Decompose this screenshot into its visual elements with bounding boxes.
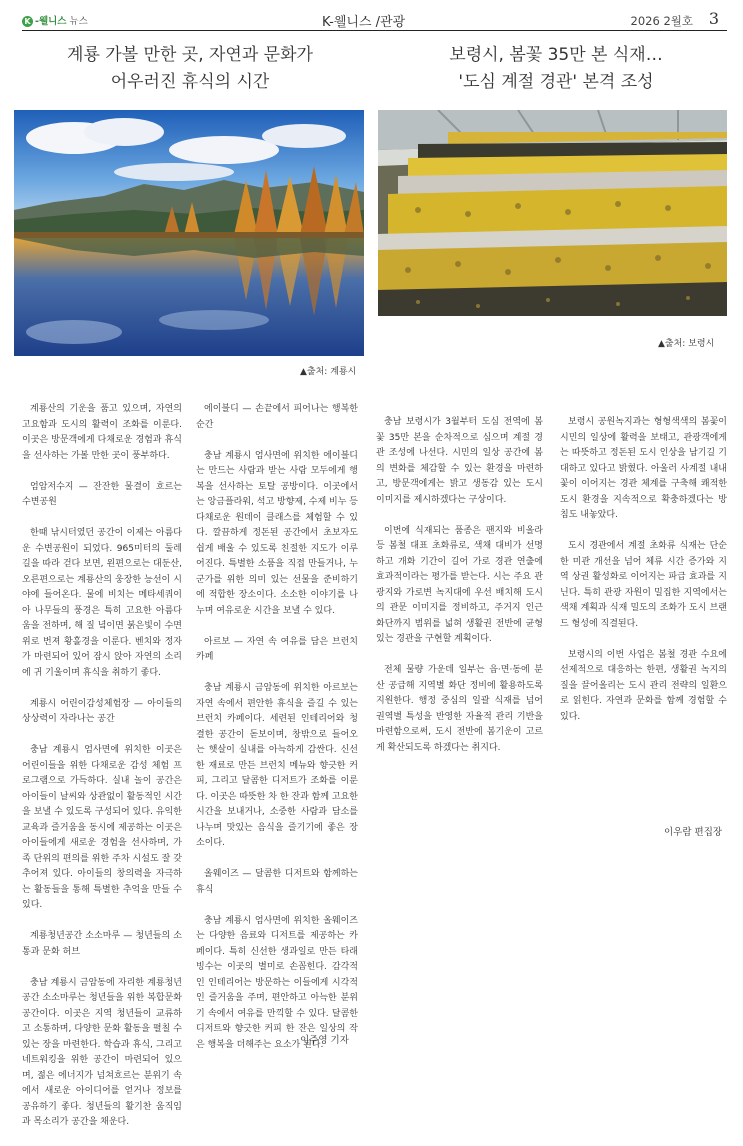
right-article-title [380, 42, 732, 96]
left-article-column-2 [196, 402, 358, 1069]
left-title-line1: 계룡 가볼 만한 곳, 자연과 문화가 [67, 45, 313, 65]
paragraph: 충남 보령시가 3월부터 도심 전역에 봄꽃 35만 본을 순차적으로 심으며 계절 경관 조성에 나선다. 시민의 일상 공간에 봄의 변화를 체감할 수 있는 환경을 마련하고, 방문객에게는 밝고 생동감 있는 도시 이미지를 제시하겠다는 구상이다. [376, 417, 543, 505]
left-title-line2: 어우러진 휴식의 시간 [110, 72, 270, 92]
right-title-line1: 보령시, 봄꽃 35만 본 식재… [449, 45, 663, 65]
flower-beds-photo [378, 110, 727, 316]
issue-date: 2026 2월호 [630, 14, 693, 28]
paragraph: 도시 경관에서 계절 초화류 식재는 단순한 미관 개선을 넘어 체류 시간 증가와 지역 상권 활성화로 이어지는 파급 효과를 지닌다. 특히 관광 자원이 밀집한 지역에서는 색채 계획과 식재 밀도의 조화가 도시 브랜드 형성에 직결된다. [560, 541, 727, 629]
paragraph: 이번에 식재되는 품종은 팬지와 비올라 등 봄철 대표 초화류로, 색채 대비가 선명하고 개화 기간이 길어 가로 경관 연출에 효과적이라는 평가를 받는다. 시는 주요 관광지와 가로변 녹지대에 우선 배치해 도시의 관문 이미지를 정비하고, 주거지 인근 화단까지 범위를 넓혀 생활권 전반에 균형 있는 경관을 구현할 계획이다. [376, 525, 543, 644]
paragraph: 계룡산의 기운을 품고 있으며, 자연의 고요함과 도시의 활력이 조화를 이룬다. 이곳은 방문객에게 다채로운 경험과 휴식을 선사하는 가볼 만한 곳이 풍부하다. [22, 404, 182, 461]
right-article-column-2 [560, 415, 727, 741]
paragraph: 충남 계룡시 엄사면에 위치한 올웨이즈는 다양한 음료와 디저트를 제공하는 카페이다. 특히 신선한 생과일로 만든 타래 빙수는 이곳의 별미로 손꼽힌다. 감각적인 인테리어는 방문하는 이들에게 시각적인 즐거움을 주며, 편안하고 아늑한 분위기 속에서 여유를 만끽할 수 있다. 달콤한 디저트와 향긋한 커피 한 잔은 일상의 작은 행복을 더해주는 요소가 된다. [196, 915, 358, 1050]
publication-logo [22, 13, 88, 27]
paragraph: 보령시의 이번 사업은 봄철 경관 수요에 선제적으로 대응하는 한편, 생활권 녹지의 질을 끌어올리는 도시 관리 전략의 일환으로 읽힌다. 자연과 문화를 함께 경험할 수 있다. [560, 649, 727, 722]
paragraph: 충남 계룡시 금암동에 위치한 아르보는 자연 속에서 편안한 휴식을 즐길 수 있는 브런치 카페이다. 세련된 인테리어와 청결한 공간이 돋보이며, 창밖으로 들어오는 햇살이 실내를 아늑하게 감싼다. 신선한 재료로 만든 브런치 메뉴와 향긋한 커피, 그리고 달콤한 디저트가 조화를 이룬다. 이곳은 따뜻한 차 한 잔과 함께 고요한 시간을 보내거나, 소중한 사람과 담소를 나누며 맛있는 음식을 즐기기에 좋은 장소이다. [196, 683, 358, 848]
paragraph: 전체 물량 가운데 일부는 읍·면·동에 분산 공급해 지역별 화단 정비에 활용하도록 지원한다. 행정 중심의 일괄 식재를 넘어 권역별 특성을 반영한 자율적 관리 기반을 마련함으로써, 도시 전반에 봄기운이 고르게 확산되도록 하겠다는 취지다. [376, 665, 543, 753]
right-title-line2: '도심 계절 경관' 본격 조성 [458, 72, 654, 92]
logo-text: -웰니스 [35, 16, 67, 27]
subheading: 엄암저수지 — 잔잔한 물결이 흐르는 수변공원 [22, 481, 182, 507]
right-article-column-1 [376, 415, 543, 772]
logo-mark: K [22, 16, 33, 27]
page-number: 3 [708, 9, 719, 28]
paragraph: 한때 낚시터였던 공간이 이제는 아름다운 수변공원이 되었다. 965미터의 둘레길을 따라 걷다 보면, 왼편으로는 대둔산, 오른편으로는 계룡산의 웅장한 능선이 시야에 들어온다. 물에 비치는 메타세쿼이아 나무들의 풍경은 특히 고요한 아름다움을 전하며, 해 질 녘이면 붉은빛이 수면 위로 번져 황홀경을 이룬다. 벤치와 정자가 마련되어 있어 잠시 앉아 자연의 소리에 귀 기울이며 휴식을 취하기 좋다. [22, 528, 182, 678]
subheading: 올웨이즈 — 달콤한 디저트와 함께하는 휴식 [196, 869, 358, 895]
paragraph: 충남 계룡시 금암동에 자리한 계룡청년공간 소소마루는 청년들을 위한 복합문화공간이다. 이곳은 지역 청년들이 교류하고 소통하며, 다양한 문화 활동을 펼칠 수 있는 장을 마련한다. 학습과 휴식, 그리고 네트워킹을 위한 공간이 마련되어 있으며, 젊은 에너지가 넘쳐흐르는 분위기 속에서 새로운 아이디어를 얻거나 정보를 공유하기 좋다. 청년들의 활기찬 움직임과 목소리가 공간을 채운다. [22, 977, 182, 1127]
page-header [22, 9, 727, 31]
paragraph: 보령시 공원녹지과는 형형색색의 봄꽃이 시민의 일상에 활력을 보태고, 관광객에게는 따뜻하고 정돈된 도시 인상을 남기길 기대하고 있다고 밝혔다. 아울러 사계절 내내 꽃이 이어지는 경관 체계를 구축해 쾌적한 도시 환경을 지속적으로 확충하겠다는 방침도 내놓았다. [560, 417, 727, 520]
paragraph: 충남 계룡시 엄사면에 위치한 이곳은 어린이들을 위한 다채로운 감성 체험 프로그램으로 가득하다. 실내 놀이 공간은 아이들이 날씨와 상관없이 활동적인 시간을 보낼 수 있도록 구성되어 있다. 유익한 교육과 즐거움을 동시에 제공하는 이곳은 아이들에게 새로운 경험을 선사하며, 가족 단위의 편의를 위한 주차 시설도 잘 갖추어져 있다. 아이들의 창의력을 자극하는 활동들을 통해 특별한 추억을 만들 수 있다. [22, 745, 182, 910]
paragraph: 충남 계룡시 엄사면에 위치한 에이블디는 만드는 사람과 받는 사람 모두에게 행복을 선사하는 토탈 공방이다. 이곳에서는 앙금플라워, 석고 방향제, 수제 비누 등 다채로운 원데이 클래스를 체험할 수 있다. 깔끔하게 정돈된 공간에서 초보자도 쉽게 배울 수 있도록 친절한 지도가 이루어진다. 특별한 소품을 직접 만들거나, 누군가를 위한 의미 있는 선물을 준비하기에 적합한 장소이다. 소소한 이야기를 나누며 여유로운 시간을 보낼 수 있다. [196, 450, 358, 616]
section-title: K-웰니스 /관광 [322, 15, 406, 30]
header-rule [22, 30, 727, 31]
subheading: 계룡시 어린이감성체험장 — 아이들의 상상력이 자라나는 공간 [22, 698, 182, 724]
left-article-column-1 [22, 402, 182, 1146]
left-article-title [14, 42, 366, 96]
lake-landscape-photo [14, 110, 364, 356]
subheading: 계룡청년공간 소소마루 — 청년들의 소통과 문화 허브 [22, 931, 182, 957]
subheading: 에이블디 — 손끝에서 피어나는 행복한 순간 [196, 404, 358, 430]
right-photo-credit: ▲출처: 보령시 [658, 339, 715, 349]
left-photo-credit: ▲출처: 계룡시 [300, 367, 357, 377]
left-article-byline: 이주영 기자 [300, 1035, 349, 1046]
subheading: 아르보 — 자연 속 여유를 담은 브런치 카페 [196, 636, 358, 662]
right-article-byline: 이우람 편집장 [664, 827, 723, 838]
logo-section: 뉴스 [69, 16, 88, 27]
